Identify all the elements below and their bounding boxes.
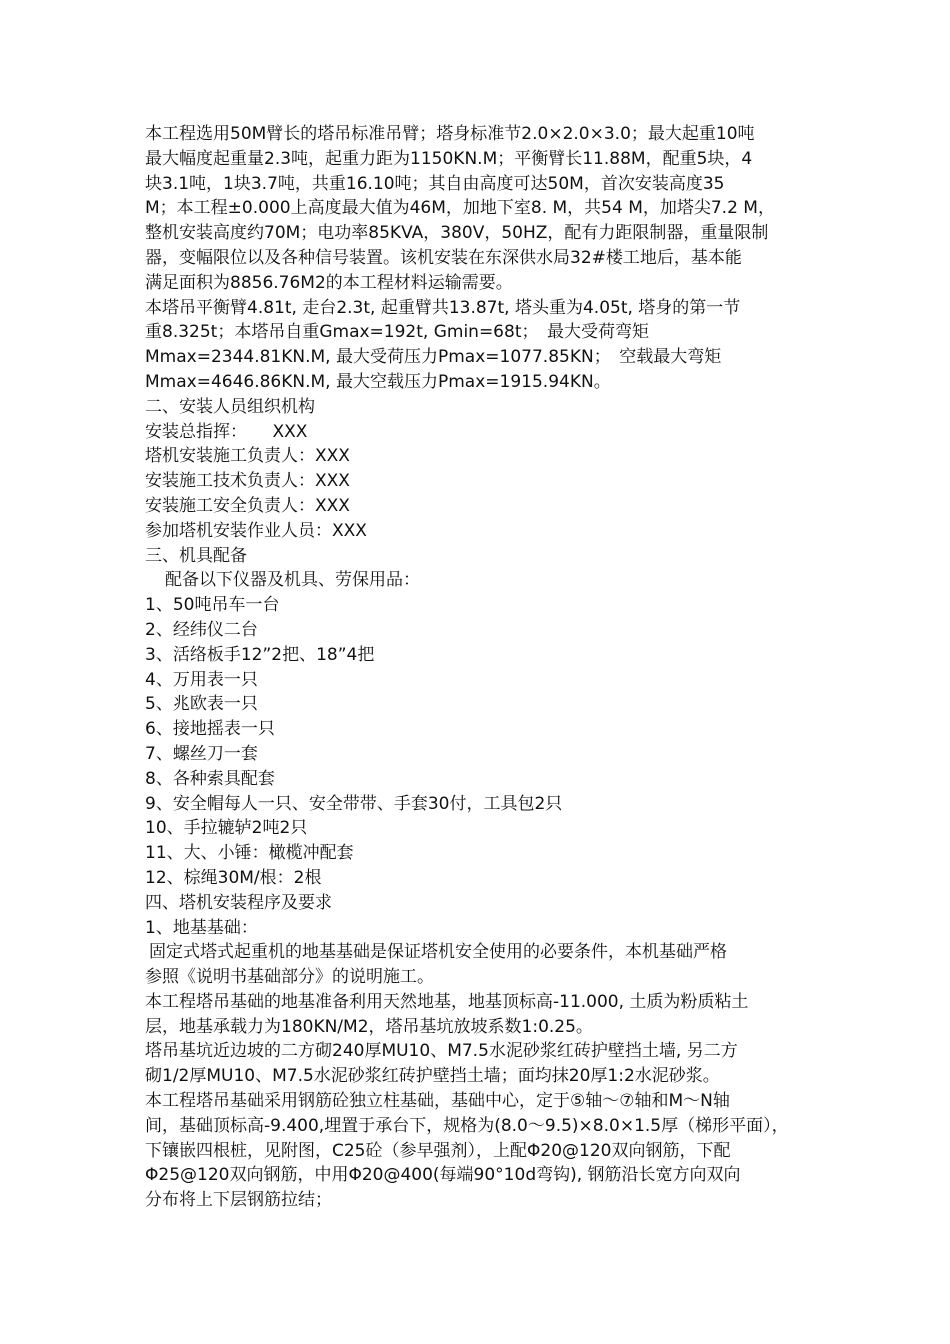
text-line: 安装总指挥： XXX: [145, 421, 308, 442]
text-line: 满足面积为8856.76M2的本工程材料运输需要。: [145, 272, 513, 293]
section-heading: 四、塔机安装程序及要求: [145, 892, 332, 913]
subsection-heading: 1、地基基础：: [145, 917, 258, 938]
list-item: 9、安全帽每人一只、安全带带、手套30付，工具包2只: [145, 793, 563, 814]
text-line: 砌1/2厚MU10、M7.5水泥砂浆红砖护壁挡土墙；面均抹20厚1:2水泥砂浆。: [145, 1066, 720, 1087]
text-line: Mmax=4646.86KN.M, 最大空载压力Pmax=1915.94KN。: [145, 371, 611, 392]
list-item: 10、手拉辘轳2吨2只: [145, 818, 308, 839]
text-line: 安装施工安全负责人：XXX: [145, 495, 350, 516]
list-item: 3、活络板手12”2把、18”4把: [145, 644, 375, 665]
text-line: 配备以下仪器及机具、劳保用品：: [165, 570, 420, 591]
list-item: 6、接地摇表一只: [145, 719, 275, 740]
text-line: 参照《说明书基础部分》的说明施工。: [145, 967, 434, 988]
text-line: 参加塔机安装作业人员：XXX: [145, 520, 367, 541]
text-line: 本工程塔吊基础的地基准备利用天然地基，地基顶标高-11.000, 土质为粉质粘土: [145, 991, 749, 1012]
section-heading: 三、机具配备: [145, 545, 247, 566]
text-line: Mmax=2344.81KN.M, 最大受荷压力Pmax=1077.85KN； 空载最大弯矩: [145, 347, 722, 368]
text-line: M；本工程±0.000上高度最大值为46M，加地下室8. M，共54 M，加塔尖7.2 M，: [145, 198, 775, 219]
text-line: 安装施工技术负责人：XXX: [145, 471, 350, 492]
list-item: 1、50吨吊车一台: [145, 595, 280, 616]
list-item: 8、各种索具配套: [145, 768, 275, 789]
text-line: 塔机安装施工负责人：XXX: [145, 446, 350, 467]
text-line: 分布将上下层钢筋拉结；: [145, 1190, 332, 1211]
text-line: 塔吊基坑近边坡的二方砌240厚MU10、M7.5水泥砂浆红砖护壁挡土墙, 另二方: [145, 1041, 738, 1062]
text-line: 重8.325t；本塔吊自重Gmax=192t, Gmin=68t； 最大受荷弯矩: [145, 322, 649, 343]
text-line: 本工程选用50M臂长的塔吊标准吊臂；塔身标准节2.0×2.0×3.0；最大起重10吨: [145, 124, 755, 144]
list-item: 2、经纬仪二台: [145, 619, 258, 640]
text-line: 下镶嵌四根桩，见附图，C25砼（参早强剂），上配Φ20@120双向钢筋，下配: [145, 1140, 731, 1161]
text-line: 固定式塔式起重机的地基基础是保证塔机安全使用的必要条件，本机基础严格: [149, 942, 727, 963]
text-line: 整机安装高度约70M；电功率85KVA，380V，50HZ，配有力距限制器，重量限制: [145, 223, 769, 244]
list-item: 7、螺丝刀一套: [145, 743, 258, 764]
document-page: [145, 122, 815, 1213]
text-line: 块3.1吨，1块3.7吨，共重16.10吨；其自由高度可达50M，首次安装高度35: [145, 173, 725, 194]
text-line: 最大幅度起重量2.3吨，起重力距为1150KN.M；平衡臂长11.88M，配重5块，4: [145, 148, 753, 169]
text-line: 间，基础顶标高-9.400,埋置于承台下，规格为(8.0～9.5)×8.0×1.5厚（梯形平面），: [145, 1115, 789, 1136]
list-item: 11、大、小锤：橄榄冲配套: [145, 843, 354, 864]
text-line: 本工程塔吊基础采用钢筋砼独立柱基础，基础中心，定于⑤轴～⑦轴和M～N轴: [145, 1091, 730, 1112]
text-line: 本塔吊平衡臂4.81t, 走台2.3t, 起重臂共13.87t, 塔头重为4.05t, 塔身的第一节: [145, 297, 741, 318]
text-line: 器，变幅限位以及各种信号装置。该机安装在东深供水局32#楼工地后，基本能: [145, 247, 742, 268]
text-line: 层，地基承载力为180KN/M2，塔吊基坑放坡系数1:0.25。: [145, 1016, 593, 1037]
list-item: 4、万用表一只: [145, 669, 258, 690]
text-line: Φ25@120双向钢筋，中用Φ20@400(每端90°10d弯钩), 钢筋沿长宽方向双向: [145, 1165, 741, 1186]
list-item: 5、兆欧表一只: [145, 694, 258, 715]
section-heading: 二、安装人员组织机构: [145, 396, 315, 417]
list-item: 12、棕绳30M/根：2根: [145, 867, 322, 888]
